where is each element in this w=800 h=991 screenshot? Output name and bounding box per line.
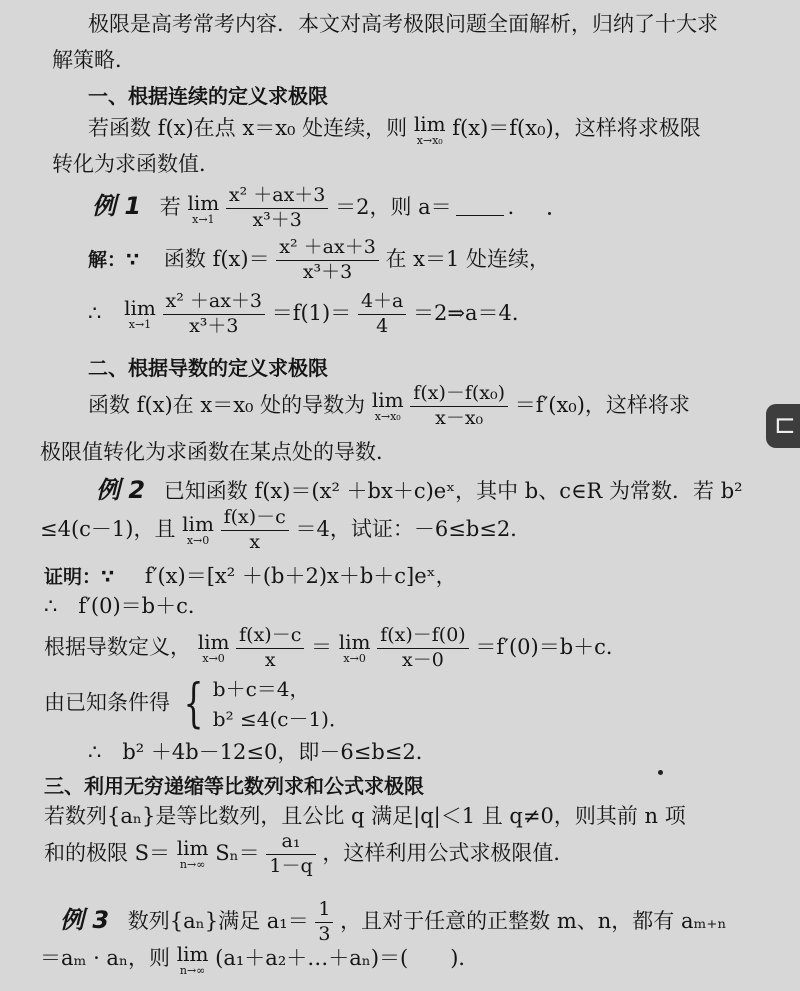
example-2-pre: ≤4(c－1)，且	[40, 516, 176, 541]
therefore-symbol: ∴	[88, 300, 102, 325]
example-3-l2-pre: ＝aₘ · aₙ，则	[40, 946, 171, 970]
section-2-paragraph-line-1	[88, 384, 690, 429]
intro-line-2: 解策略．	[52, 48, 136, 72]
fraction-numerator: 4＋a	[358, 292, 406, 315]
section-3-paragraph-line-2	[44, 832, 574, 877]
intro-line-1: 极限是高考常考内容．本文对高考极限问题全面解析，归纳了十大求	[88, 12, 718, 36]
system-row-1: b＋c＝4，	[212, 677, 310, 701]
example-3-pre: 数列{aₙ}满足 a₁＝	[127, 909, 309, 933]
example-3-l2-post: (a₁＋a₂＋…＋aₙ)＝( )．	[215, 946, 480, 970]
limit-word: lim	[413, 111, 446, 136]
limit-operator	[182, 514, 214, 546]
example-3-line-2	[40, 942, 479, 976]
solution-line-1	[88, 238, 550, 283]
limit-word: lim	[176, 941, 209, 966]
fraction-numerator: f(x)－f(0)	[377, 626, 469, 649]
system-rows	[213, 674, 349, 734]
example-2-post: ＝4，试证：－6≤b≤2．	[295, 516, 532, 541]
fraction-numerator: x² ＋ax＋3	[276, 238, 379, 261]
limit-word: lim	[197, 630, 230, 655]
section-2-post: ＝f′(x₀)，这样将求	[514, 392, 690, 417]
limit-word: lim	[182, 512, 214, 537]
section-1-text: 若函数 f(x)在点 x＝x₀ 处连续，则	[88, 116, 408, 140]
limit-subscript: x→1	[192, 212, 215, 226]
limit-word: lim	[371, 388, 404, 413]
example-1-label: 例 1	[92, 192, 142, 220]
fraction	[163, 292, 266, 337]
proof-line-2: ∴ f′(0)＝b＋c．	[44, 594, 209, 618]
solution-pre: 函数 f(x)＝	[163, 246, 270, 271]
fraction-numerator: f(x)－f(x₀)	[410, 384, 508, 407]
limit-subscript: x→1	[128, 318, 152, 332]
fraction-denominator: x³＋3	[302, 260, 353, 283]
proof-line-3	[44, 626, 627, 671]
example-3-label: 例 3	[60, 906, 110, 934]
solution-mid: ＝f(1)＝	[271, 300, 352, 325]
limit-operator	[187, 190, 220, 226]
fraction-denominator: x	[249, 530, 261, 553]
fraction	[358, 292, 406, 337]
fraction-denominator: 4	[376, 314, 389, 337]
limit-subscript: x→x₀	[416, 133, 443, 147]
limit-operator	[124, 298, 156, 330]
limit-word: lim	[187, 190, 220, 215]
fraction-denominator: x－0	[402, 648, 444, 671]
solution-post: 在 x＝1 处连续，	[385, 246, 551, 271]
equation-system	[177, 674, 349, 734]
example-2-text: 已知函数 f(x)＝(x² ＋bx＋c)eˣ，其中 b、c∈R 为常数．若 b²	[163, 479, 743, 503]
proof-l3-post: ＝f′(0)＝b＋c．	[475, 634, 627, 659]
fraction-numerator: a₁	[266, 832, 315, 855]
fraction	[236, 626, 304, 671]
limit-operator	[198, 632, 230, 664]
limit-operator	[176, 941, 209, 977]
fraction	[266, 832, 315, 877]
fraction-numerator: 1	[315, 900, 333, 923]
limit-subscript: n→∞	[179, 858, 206, 872]
limit-subscript: x→0	[343, 652, 366, 666]
fraction	[276, 238, 379, 283]
limit-operator	[372, 390, 404, 422]
example-2-label: 例 2	[96, 476, 146, 504]
proof-line-1	[44, 560, 457, 590]
example-3-post: ，且对于任意的正整数 m、n，都有 aₘ₊ₙ	[340, 909, 727, 933]
section-1-title: 一、根据连续的定义求极限	[88, 84, 328, 108]
limit-word: lim	[124, 296, 156, 321]
section-1-paragraph-line-2: 转化为求函数值．	[52, 152, 220, 176]
fraction-denominator: 3	[318, 923, 331, 945]
equals: ＝	[311, 634, 333, 659]
proof-derivative: f′(x)＝[x² ＋(b＋2)x＋b＋c]eˣ，	[144, 564, 457, 588]
solution-line-2	[88, 292, 533, 337]
fraction-denominator: x	[264, 648, 276, 671]
fraction	[410, 384, 508, 429]
section-3-pre: 和的极限 S＝	[44, 840, 171, 865]
section-1-text-tail: f(x)＝f(x₀)，这样将求极限	[452, 116, 701, 140]
section-3-post: ，这样利用公式求极限值．	[322, 840, 575, 865]
limit-subscript: x→0	[186, 534, 210, 548]
proof-l3-pre: 根据导数定义，	[44, 634, 191, 659]
fraction-denominator: x³＋3	[189, 314, 239, 337]
ink-dot	[548, 212, 551, 215]
fraction-denominator: x－x₀	[435, 406, 484, 429]
limit-operator	[413, 111, 446, 147]
limit-subscript: x→0	[202, 652, 225, 666]
example-2-line-2	[40, 508, 531, 553]
solution-end: ＝2⇒a＝4．	[413, 300, 533, 325]
system-row-2: b² ≤4(c－1)．	[212, 707, 349, 731]
answer-blank	[456, 215, 504, 216]
fraction	[315, 900, 333, 945]
fraction	[377, 626, 469, 671]
section-2-title: 二、根据导数的定义求极限	[88, 356, 328, 380]
fraction-denominator: x³＋3	[252, 209, 302, 231]
ink-dot	[658, 770, 663, 775]
example-3-line-1	[60, 900, 727, 945]
example-1-pre: 若	[159, 195, 181, 219]
section-2-pre: 函数 f(x)在 x＝x₀ 处的导数为	[88, 392, 366, 417]
section-3-title: 三、利用无穷递缩等比数列求和公式求极限	[44, 774, 424, 798]
brace-symbol: {	[183, 674, 204, 734]
fraction-numerator: f(x)－c	[236, 626, 304, 649]
fraction-numerator: f(x)－c	[221, 508, 289, 531]
proof-line-5: ∴ b² ＋4b－12≤0，即－6≤b≤2．	[88, 740, 437, 764]
fraction	[221, 508, 289, 553]
solution-label: 解：∵	[88, 248, 140, 271]
limit-word: lim	[176, 836, 209, 861]
example-1-end: ．	[507, 195, 529, 219]
section-1-paragraph-line-1	[88, 112, 701, 146]
proof-l4-pre: 由已知条件得	[44, 690, 170, 715]
limit-word: lim	[338, 630, 371, 655]
fraction-numerator: x² ＋ax＋3	[226, 186, 329, 209]
bookmark-tab-icon[interactable]	[766, 404, 800, 448]
limit-operator	[177, 838, 209, 870]
tab-glyph-icon: ⊏	[774, 410, 796, 440]
fraction-denominator: 1－q	[269, 854, 313, 877]
example-1	[92, 186, 529, 231]
limit-subscript: n→∞	[179, 963, 206, 977]
fraction	[226, 186, 329, 231]
fraction-numerator: x² ＋ax＋3	[163, 292, 266, 315]
section-3-paragraph-line-1: 若数列{aₙ}是等比数列，且公比 q 满足|q|＜1 且 q≠0，则其前 n 项	[44, 804, 686, 828]
limit-operator	[339, 632, 371, 664]
section-2-paragraph-line-2: 极限值转化为求函数在某点处的导数．	[40, 440, 397, 464]
example-2-line-1	[96, 470, 743, 505]
example-1-post: ＝2，则 a＝	[335, 195, 452, 219]
section-3-mid: Sₙ＝	[215, 840, 260, 865]
proof-line-4	[44, 674, 349, 734]
proof-label: 证明：∵	[44, 566, 115, 588]
limit-subscript: x→x₀	[374, 410, 401, 424]
